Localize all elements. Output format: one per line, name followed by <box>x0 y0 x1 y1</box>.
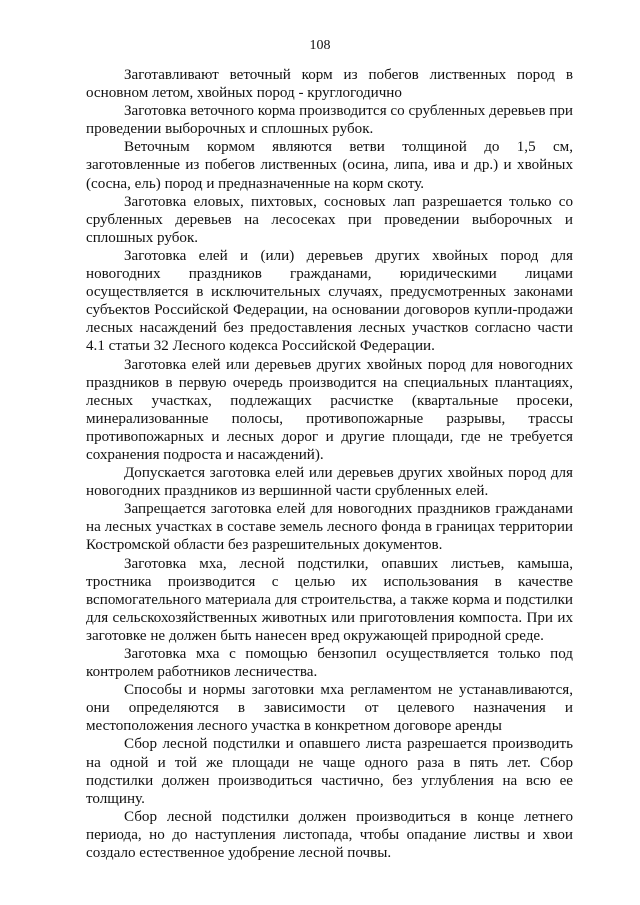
paragraph: Веточным кормом являются ветви толщиной до 1,5 см, заготовленные из побегов лиственных (осина, липа, ива и др.) и хвойных (сосна, ель) пород и предназначенные на корм скоту. <box>86 139 573 192</box>
paragraph: Заготовка мха с помощью бензопил осуществляется только под контролем работников лесничества. <box>86 646 573 681</box>
paragraph: Заготовка елей и (или) деревьев других хвойных пород для новогодних праздников гражданами, юридическими лицами осуществляется в исключительных случаях, предусмотренных законами субъектов Российской Федерации, на основании договоров купли-продажи лесных насаждений без предоставления лесных участков согласно части 4.1 статьи 32 Лесного кодекса Российской Федерации. <box>86 247 573 355</box>
paragraph: Сбор лесной подстилки и опавшего листа разрешается производить на одной и той же площади не чаще одного раза в пять лет. Сбор подстилки должен производиться частично, без углубления на всю ее толщину. <box>86 736 573 807</box>
paragraph: Заготовка елей или деревьев других хвойных пород для новогодних праздников в первую очередь производится на специальных плантациях, лесных участках, подлежащих расчистке (квартальные просеки, минерализованные полосы, противопожарные разрывы, трассы противопожарных и лесных дорог и другие площади, где не требуется сохранения подроста и насаждений). <box>86 356 573 463</box>
paragraph: Запрещается заготовка елей для новогодних праздников гражданами на лесных участках в составе земель лесного фонда в границах территории Костромской области без разрешительных документов. <box>86 501 573 554</box>
paragraph: Заготовка веточного корма производится со срубленных деревьев при проведении выборочных и сплошных рубок. <box>86 103 573 138</box>
paragraph: Допускается заготовка елей или деревьев других хвойных пород для новогодних праздников из вершинной части срубленных елей. <box>86 465 573 500</box>
page-number: 108 <box>309 38 331 53</box>
paragraph: Заготовка еловых, пихтовых, сосновых лап разрешается только со срубленных деревьев на лесосеках при проведении выборочных и сплошных рубок. <box>86 193 573 246</box>
paragraph: Заготавливают веточный корм из побегов лиственных пород в основном летом, хвойных пород - круглогодично <box>86 67 573 102</box>
paragraph: Сбор лесной подстилки должен производиться в конце летнего периода, но до наступления листопада, чтобы опадание листвы и хвои создало естественное удобрение лесной почвы. <box>86 808 573 862</box>
paragraph: Способы и нормы заготовки мха регламентом не устанавливаются, они определяются в зависимости от целевого назначения и местоположения лесного участка в конкретном договоре аренды <box>86 682 573 735</box>
paragraph: Заготовка мха, лесной подстилки, опавших листьев, камыша, тростника производится с целью их использования в качестве вспомогательного материала для строительства, а также корма и подстилки для сельскохозяйственных животных или приготовления компоста. При их заготовке не должен быть нанесен вред окружающей природной среде. <box>86 555 573 644</box>
document-body <box>86 66 573 862</box>
